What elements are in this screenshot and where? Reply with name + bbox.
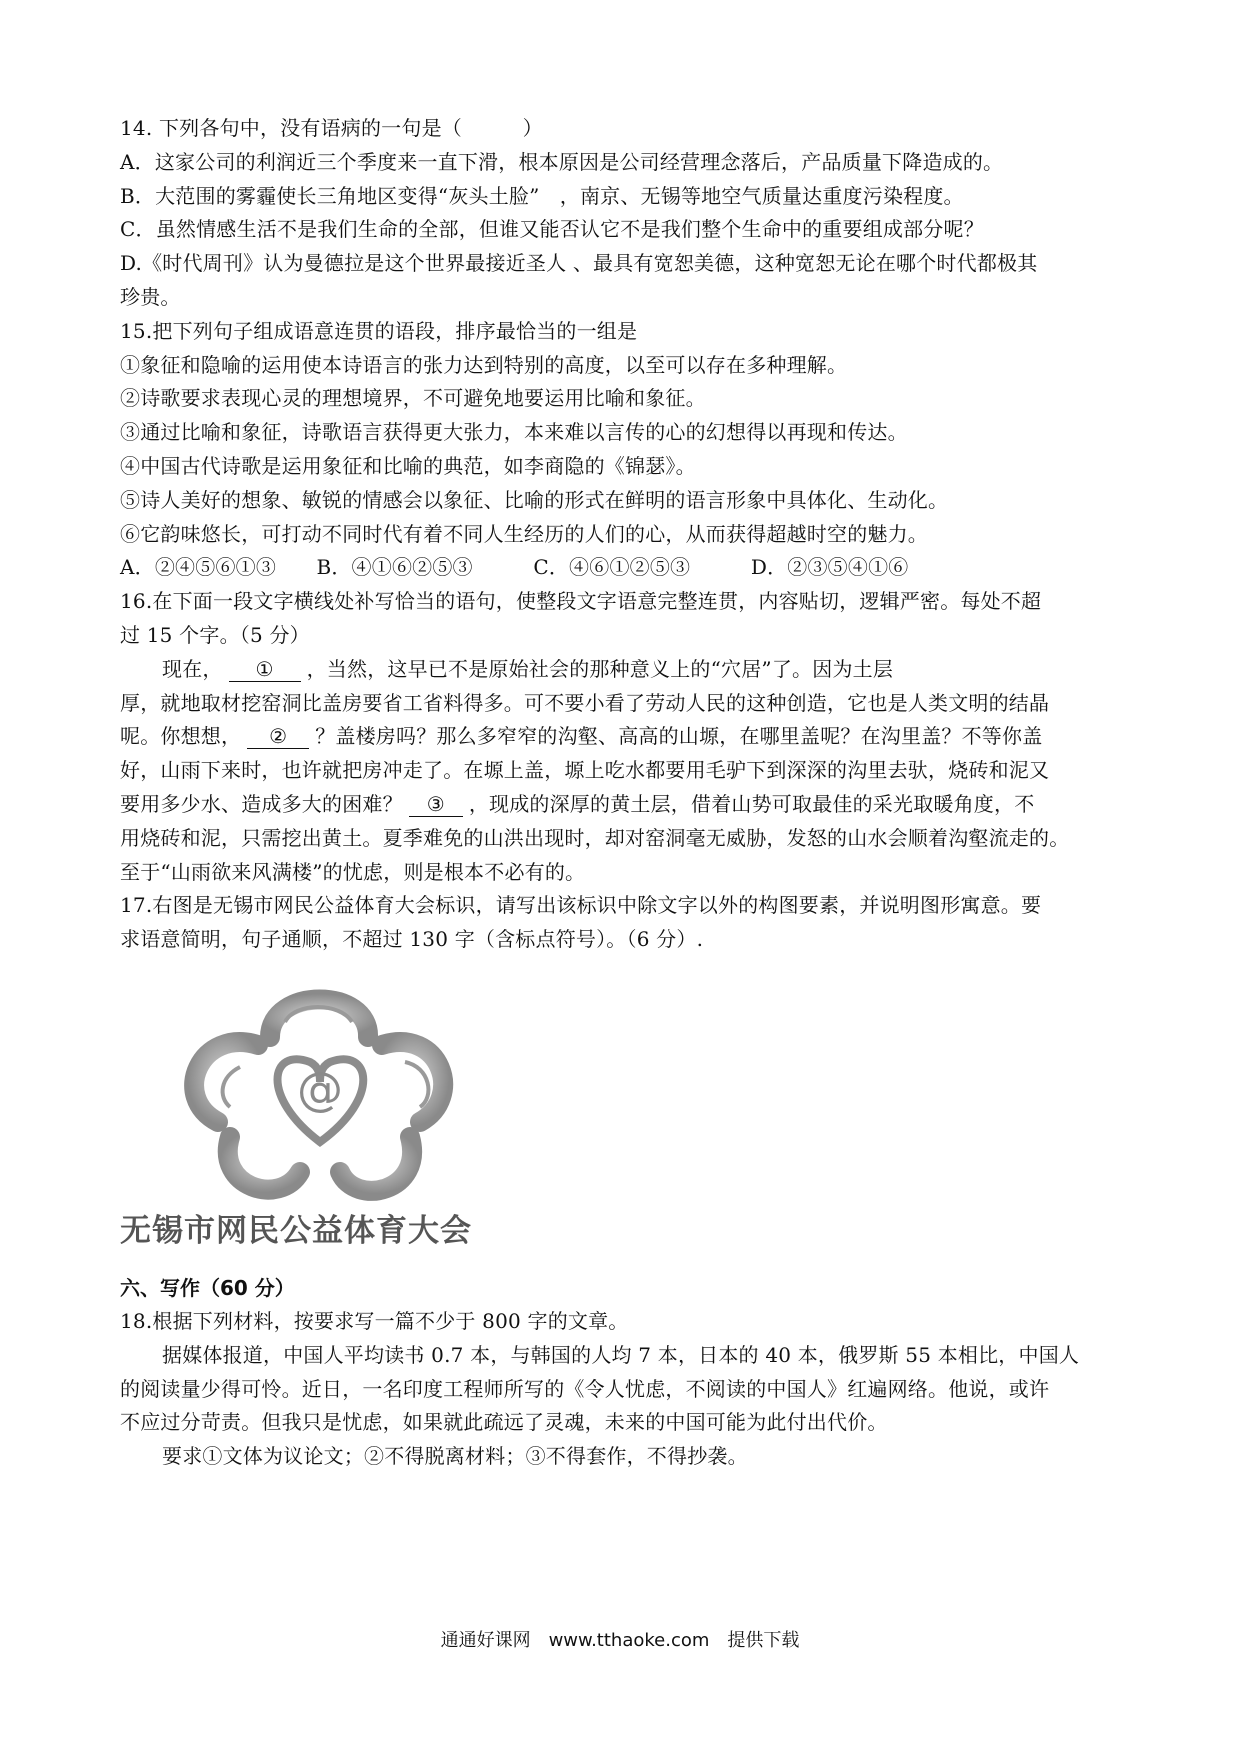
q14-option-a: A．这家公司的利润近三个季度来一直下滑，根本原因是公司经营理念落后，产品质量下降造成的。	[120, 149, 1004, 174]
q14-option-c: C．虽然情感生活不是我们生命的全部，但谁又能否认它不是我们整个生命中的重要组成部分呢？	[120, 217, 984, 242]
q15-sentence-3: ③通过比喻和象征，诗歌语言获得更大张力，本来难以言传的心的幻想得以再现和传达。	[120, 420, 908, 445]
q15-sentence-1: ①象征和隐喻的运用使本诗语言的张力达到特别的高度，以至可以存在多种理解。	[120, 352, 848, 377]
answer-blank-3[interactable]: ③	[409, 792, 463, 817]
q15-sentence-6: ⑥它韵味悠长，可打动不同时代有着不同人生经历的人们的心，从而获得超越时空的魅力。	[120, 521, 928, 546]
svg-text:@: @	[297, 1061, 343, 1116]
answer-blank-1[interactable]: ①	[229, 657, 301, 682]
footer-source: 通通好课网 www.tthaoke.com 提供下载	[440, 1630, 800, 1651]
q16-text: 呢。你想想，	[120, 724, 242, 749]
q18-requirements: 要求①文体为议论文；②不得脱离材料；③不得套作，不得抄袭。	[162, 1444, 748, 1469]
q14-option-d-line2: 珍贵。	[120, 284, 181, 309]
q15-sentence-2: ②诗歌要求表现心灵的理想境界，不可避免地要运用比喻和象征。	[120, 386, 706, 411]
plum-blossom-logo-icon	[120, 967, 520, 1207]
q16-text: ，现成的深厚的黄土层，借着山势可取最佳的采光取暖角度，不	[468, 791, 1035, 816]
q15-options: A．②④⑤⑥①③ B．④①⑥②⑤③ C．④⑥①②⑤③ D．②③⑤④①⑥	[120, 555, 909, 580]
q15-sentence-4: ④中国古代诗歌是运用象征和比喻的典范，如李商隐的《锦瑟》。	[120, 453, 696, 478]
q17-stem-line2: 求语意简明，句子通顺，不超过 130 字（含标点符号）。（6 分）.	[120, 927, 704, 952]
q17-stem-line1: 17.右图是无锡市网民公益体育大会标识，请写出该标识中除文字以外的构图要素，并说明图形寓意。要	[120, 893, 1042, 918]
q16-text: ？盖楼房吗？那么多窄窄的沟壑、高高的山塬，在哪里盖呢？在沟里盖？不等你盖	[315, 724, 1043, 749]
q16-passage-line6: 用烧砖和泥，只需挖出黄土。夏季难免的山洪出现时，却对窑洞毫无威胁，发怒的山水会顺着沟壑流走的。	[120, 825, 1070, 850]
answer-blank-2[interactable]: ②	[247, 724, 309, 749]
q16-stem-line2: 过 15 个字。（5 分）	[120, 622, 310, 647]
q16-passage-line2: 厚，就地取材挖窑洞比盖房要省工省料得多。可不要小看了劳动人民的这种创造，它也是人类文明的结晶	[120, 690, 1050, 715]
q16-text: ，当然，这早已不是原始社会的那种意义上的“穴居”了。因为土层	[306, 656, 894, 681]
q16-passage-line5	[120, 788, 1130, 822]
q18-stem: 18.根据下列材料，按要求写一篇不少于 800 字的文章。	[120, 1308, 629, 1333]
q16-passage-line4: 好，山雨下来时，也许就把房冲走了。在塬上盖，塬上吃水都要用毛驴下到深深的沟里去驮，烧砖和泥又	[120, 758, 1050, 783]
section-title-writing: 六、写作（60 分）	[120, 1275, 295, 1300]
q18-material-line3: 不应过分苛责。但我只是忧虑，如果就此疏远了灵魂，未来的中国可能为此付出代价。	[120, 1410, 888, 1435]
q16-passage-line7: 至于“山雨欲来风满楼”的忧虑，则是根本不必有的。	[120, 859, 586, 884]
q16-text: 要用多少水、造成多大的困难？	[120, 791, 403, 816]
q14-stem: 14. 下列各句中，没有语病的一句是（ ）	[120, 116, 543, 140]
q18-material-line2: 的阅读量少得可怜。近日，一名印度工程师所写的《令人忧虑，不阅读的中国人》红遍网络。他说，或许	[120, 1376, 1050, 1401]
q18-material-line1: 据媒体报道，中国人平均读书 0.7 本，与韩国的人均 7 本，日本的 40 本，俄罗斯 55 本相比，中国人	[162, 1342, 1080, 1367]
q15-stem: 15.把下列句子组成语意连贯的语段，排序最恰当的一组是	[120, 318, 638, 343]
q16-passage-line1	[120, 653, 1130, 687]
q14-option-d-line1: D.《时代周刊》认为曼德拉是这个世界最接近圣人 、最具有宽恕美德，这种宽恕无论在哪个时代都极其	[120, 251, 1038, 276]
q14-option-b: B．大范围的雾霾使长三角地区变得“灰头土脸” ，南京、无锡等地空气质量达重度污染程度。	[120, 183, 964, 208]
event-logo	[120, 967, 520, 1267]
exam-page	[120, 112, 1130, 1474]
q15-sentence-5: ⑤诗人美好的想象、敏锐的情感会以象征、比喻的形式在鲜明的语言形象中具体化、生动化。	[120, 487, 949, 512]
q16-stem-line1: 16.在下面一段文字横线处补写恰当的语句，使整段文字语意完整连贯，内容贴切，逻辑严密。每处不超	[120, 589, 1042, 614]
q16-text: 现在，	[162, 656, 223, 681]
logo-caption: 无锡市网民公益体育大会	[120, 1212, 472, 1249]
q16-passage-line3	[120, 720, 1130, 754]
